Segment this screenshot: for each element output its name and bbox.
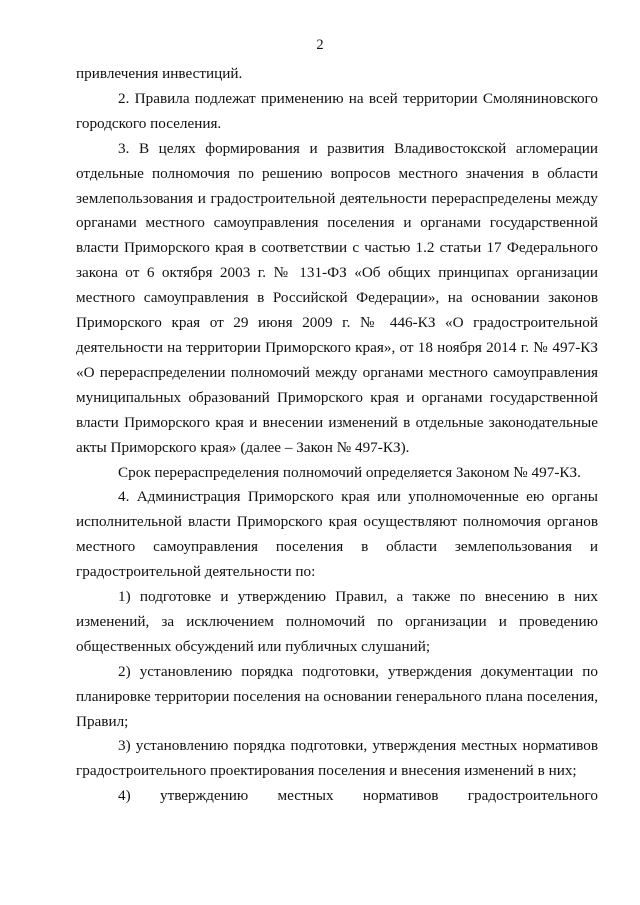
- paragraph-item-3: 3. В целях формирования и развития Владивостокской агломерации отдельные полномочия по решению вопросов местного значения в области землепользования и градостроительной деятельности перераспределены между органами местного самоуправления поселения и органами государственной власти Приморского края в соответствии с частью 1.2 статьи 17 Федерального закона от 6 октября 2003 г. № 131-ФЗ «Об общих принципах организации местного самоуправления в Российской Федерации», на основании законов Приморского края от 29 июня 2009 г. № 446-КЗ «О градостроительной деятельности на территории Приморского края», от 18 ноября 2014 г. № 497-КЗ «О перераспределении полномочий между органами местного самоуправления муниципальных образований Приморского края и органами государственной власти Приморского края и внесении изменений в отдельные законодательные акты Приморского края» (далее – Закон № 497-КЗ).: [76, 139, 598, 456]
- paragraph-item-4: 4. Администрация Приморского края или уполномоченные ею органы исполнительной власти Приморского края осуществляют полномочия органов местного самоуправления поселения в области землепользования и градостроительной деятельности по:: [76, 488, 598, 581]
- paragraph-continuation: привлечения инвестиций.: [76, 65, 243, 82]
- subitem-1: 1) подготовке и утверждению Правил, а также по внесению в них изменений, за исключением полномочий по организации и проведению общественных обсуждений или публичных слушаний;: [76, 588, 598, 655]
- subitem-4: 4) утверждению местных нормативов градостроительного: [118, 787, 598, 805]
- document-body: [76, 62, 598, 809]
- paragraph-item-2: 2. Правила подлежат применению на всей территории Смоляниновского городского поселения.: [76, 89, 598, 132]
- paragraph-term: Срок перераспределения полномочий определяется Законом № 497-КЗ.: [118, 463, 581, 481]
- subitem-3: 3) установлению порядка подготовки, утверждения местных нормативов градостроительного проектирования поселения и внесения изменений в них;: [76, 737, 598, 780]
- subitem-2: 2) установлению порядка подготовки, утверждения документации по планировке территории поселения на основании генерального плана поселения, Правил;: [76, 662, 598, 730]
- page-number: 2: [316, 37, 324, 53]
